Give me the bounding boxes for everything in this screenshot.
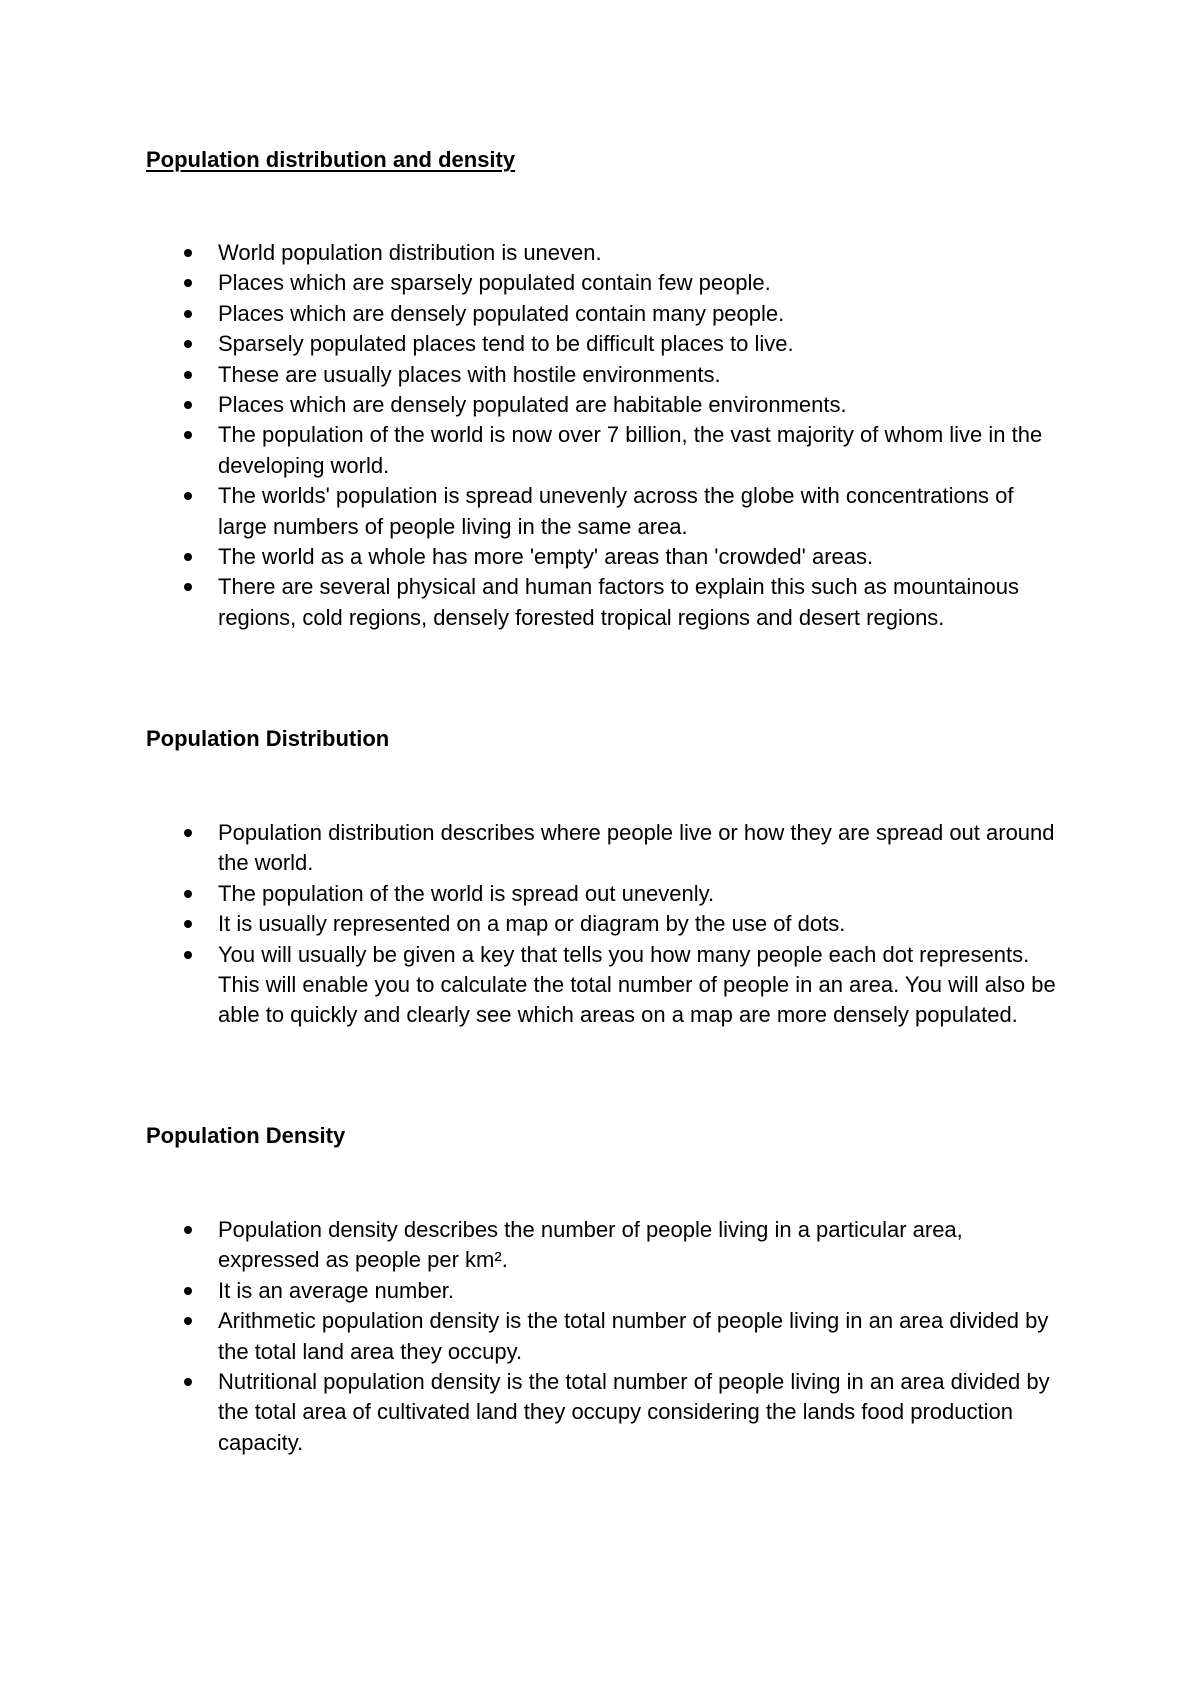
bullet-icon bbox=[184, 401, 192, 409]
bullet-icon bbox=[184, 553, 192, 561]
list-item-text: You will usually be given a key that tells you how many people each dot represents. This will enable you to calculate the total number of people in an area. You will also be able to quickly and clearly see which areas on a map are more densely populated. bbox=[218, 941, 1056, 1028]
bullet-icon bbox=[184, 920, 192, 928]
bullet-icon bbox=[184, 1317, 192, 1325]
list-item-text: Population density describes the number of people living in a particular area, expressed as people per km². bbox=[218, 1217, 963, 1273]
list-item bbox=[146, 940, 1066, 1031]
section-heading-population-density: Population Density bbox=[146, 1123, 346, 1148]
list-item bbox=[146, 420, 1066, 481]
bullet-icon bbox=[184, 951, 192, 959]
list-item-text: Places which are sparsely populated contain few people. bbox=[218, 270, 771, 296]
list-item-text: The population of the world is now over 7 billion, the vast majority of whom live in the developing world. bbox=[218, 422, 1043, 478]
bullet-icon bbox=[184, 249, 192, 257]
bullet-list-density bbox=[146, 1215, 1066, 1458]
list-item bbox=[146, 1276, 1066, 1306]
list-item bbox=[146, 268, 1066, 298]
bullet-list-intro bbox=[146, 238, 1066, 633]
list-item-text: The worlds' population is spread unevenly across the globe with concentrations of large numbers of people living in the same area. bbox=[218, 483, 1014, 539]
list-item bbox=[146, 909, 1066, 939]
bullet-list-distribution bbox=[146, 818, 1066, 1031]
list-item bbox=[146, 572, 1066, 633]
list-item bbox=[146, 1306, 1066, 1367]
bullet-icon bbox=[184, 340, 192, 348]
list-item-text: World population distribution is uneven. bbox=[218, 240, 602, 265]
list-item-text: Places which are densely populated contain many people. bbox=[218, 300, 785, 326]
list-item-text: Arithmetic population density is the total number of people living in an area divided by the total land area they occupy. bbox=[218, 1308, 1049, 1364]
bullet-icon bbox=[184, 1287, 192, 1295]
list-item bbox=[146, 542, 1066, 572]
bullet-icon bbox=[184, 829, 192, 837]
list-item-text: These are usually places with hostile environments. bbox=[218, 361, 721, 387]
section-heading-population-distribution: Population Distribution bbox=[146, 726, 390, 751]
list-item bbox=[146, 238, 1066, 268]
list-item bbox=[146, 818, 1066, 879]
list-item-text: Population distribution describes where people live or how they are spread out around the world. bbox=[218, 820, 1055, 876]
section-heading-population-distribution-and-density: Population distribution and density bbox=[146, 147, 516, 172]
bullet-icon bbox=[184, 431, 192, 439]
list-item-text: The world as a whole has more 'empty' areas than 'crowded' areas. bbox=[218, 544, 874, 570]
list-item-text: There are several physical and human factors to explain this such as mountainous regions, cold regions, densely forested tropical regions and desert regions. bbox=[218, 574, 1019, 630]
bullet-icon bbox=[184, 1226, 192, 1234]
list-item bbox=[146, 329, 1066, 359]
list-item bbox=[146, 360, 1066, 390]
bullet-icon bbox=[184, 583, 192, 591]
list-item-text: The population of the world is spread out unevenly. bbox=[218, 880, 715, 906]
list-item-text: It is an average number. bbox=[218, 1277, 455, 1303]
list-item-text: Nutritional population density is the total number of people living in an area divided by the total area of cultivated land they occupy considering the lands food production capacity. bbox=[218, 1369, 1050, 1455]
list-item bbox=[146, 390, 1066, 420]
bullet-icon bbox=[184, 1378, 192, 1386]
list-item-text: It is usually represented on a map or diagram by the use of dots. bbox=[218, 911, 846, 937]
bullet-icon bbox=[184, 890, 192, 898]
list-item bbox=[146, 299, 1066, 329]
bullet-icon bbox=[184, 279, 192, 287]
list-item bbox=[146, 481, 1066, 542]
list-item bbox=[146, 1367, 1066, 1458]
bullet-icon bbox=[184, 310, 192, 318]
list-item-text: Sparsely populated places tend to be difficult places to live. bbox=[218, 331, 794, 357]
list-item bbox=[146, 1215, 1066, 1276]
bullet-icon bbox=[184, 492, 192, 500]
bullet-icon bbox=[184, 371, 192, 379]
list-item bbox=[146, 879, 1066, 909]
list-item-text: Places which are densely populated are habitable environments. bbox=[218, 392, 847, 418]
